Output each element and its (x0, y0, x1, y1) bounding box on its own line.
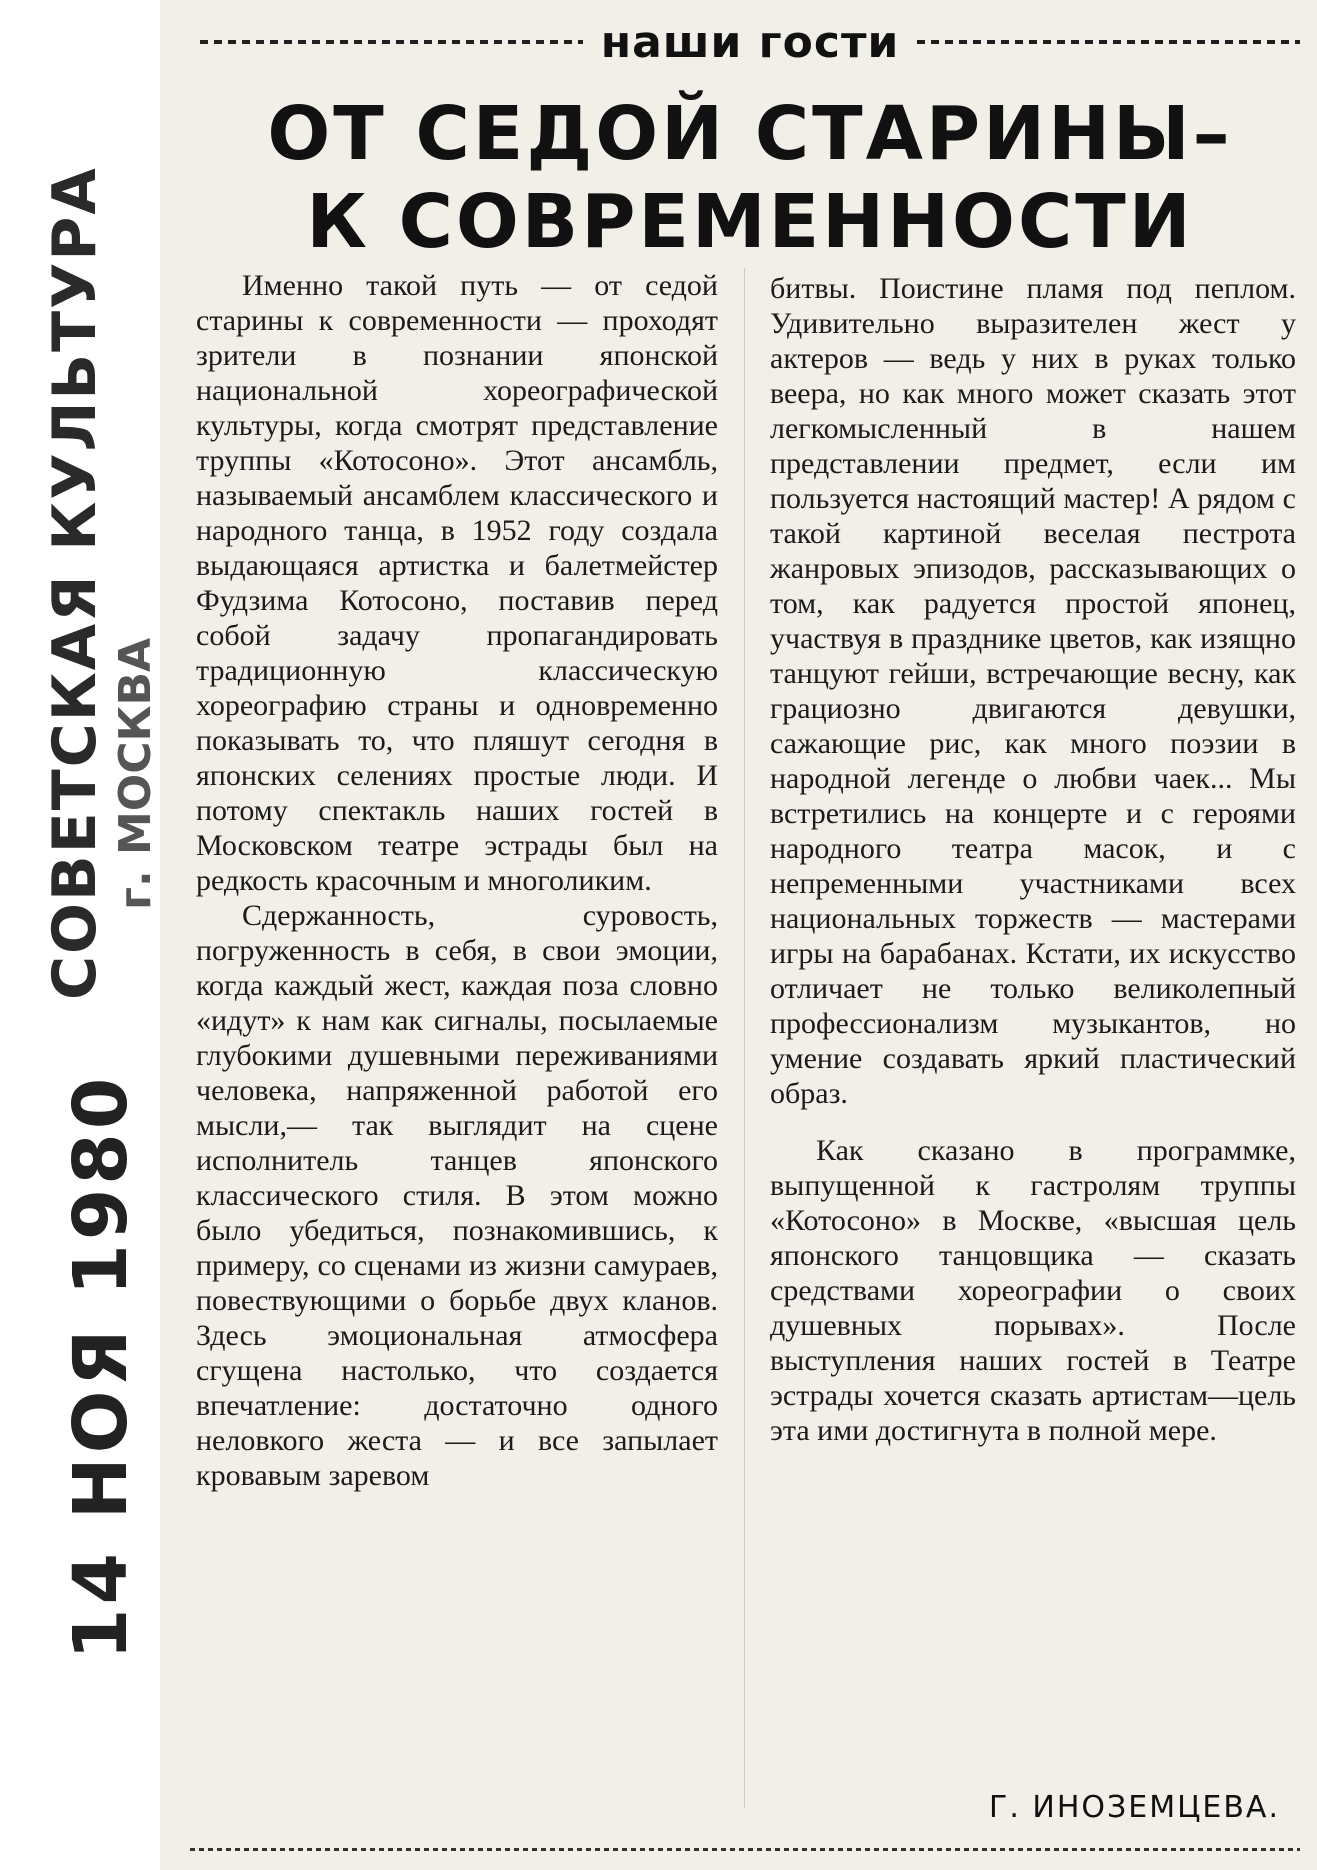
paragraph: битвы. Поистине пламя под пеплом. Удивительно выразителен жест у актеров — ведь у них в руках только веера, но как много может сказать этот легкомысленный в нашем представлении предмет, если им пользуется настоящий мастер! А рядом с такой картиной веселая пестрота жанровых эпизодов, рассказывающих о том, как радуется простой японец, участвуя в празднике цветов, как изящно танцуют гейши, встречающие весну, как грациозно двигаются девушки, сажающие рис, как много поэзии в народной легенде о любви чаек... Мы встретились на концерте и с героями народного театра масок, и с непременными участниками всех национальных торжеств — мастерами игры на барабанах. Кстати, их искусство отличает не только великолепный профессионализм музыкантов, но умение создавать яркий пластический образ. (770, 272, 1296, 1110)
author-signature: Г. ИНОЗЕМЦЕВА. (989, 1790, 1280, 1825)
article-column-left (196, 268, 718, 1493)
headline-line-1: ОТ СЕДОЙ СТАРИНЫ– (267, 91, 1233, 177)
bottom-ornament (190, 1848, 1300, 1851)
paragraph: Как сказано в программке, выпущенной к гастролям труппы «Котосоно» в Москве, «высшая цель японского танцовщика — сказать средствами хореографии о своих душевных порывах». После выступления наших гостей в Театре эстрады хочется сказать артистам—цель эта ими достигнута в полной мере. (770, 1134, 1296, 1447)
headline-line-2: К СОВРЕМЕННОСТИ (306, 179, 1194, 265)
paragraph: Именно такой путь — от седой старины к современности — проходят зрители в познании японской национальной хореографической культуры, когда смотрят представление труппы «Котосоно». Этот ансамбль, называемый ансамблем классического и народного танца, в 1952 году создала выдающаяся артистка и балетмейстер Фудзима Котосоно, поставив перед собой задачу пропагандировать традиционную классическую хореографию страны и одновременно показывать то, что пляшут сегодня в японских селениях простые люди. И потому спектакль наших гостей в Московском театре эстрады был на редкость красочным и многоликим. (196, 269, 718, 897)
article-column-right (770, 271, 1296, 1448)
headline (200, 90, 1300, 266)
ornament-right (917, 31, 1300, 53)
paragraph: Сдержанность, суровость, погруженность в себя, в свои эмоции, когда каждый жест, каждая поза словно «идут» к нам как сигналы, посылаемые глубокими душевными переживаниями человека, напряженной работой его мысли,— так выглядит на сцене исполнитель танцев японского классического стиля. В этом можно было убедиться, познакомившись, к примеру, со сценами из жизни самураев, повествующими о борьбе двух кланов. Здесь эмоциональная атмосфера сгущена настолько, что создается впечатление: достаточно одного неловкого жеста — и все запылает кровавым заревом (196, 899, 718, 1492)
source-stamp: СОВЕТСКАЯ КУЛЬТУРА (40, 166, 110, 1000)
ornament-left (200, 31, 583, 53)
city-stamp: г. МОСКВА (110, 637, 161, 910)
rubric-header (200, 12, 1300, 72)
column-divider (744, 268, 745, 1808)
rubric-label: наши гости (600, 16, 900, 68)
date-stamp: 14 НОЯ 1980 (58, 1073, 144, 1660)
